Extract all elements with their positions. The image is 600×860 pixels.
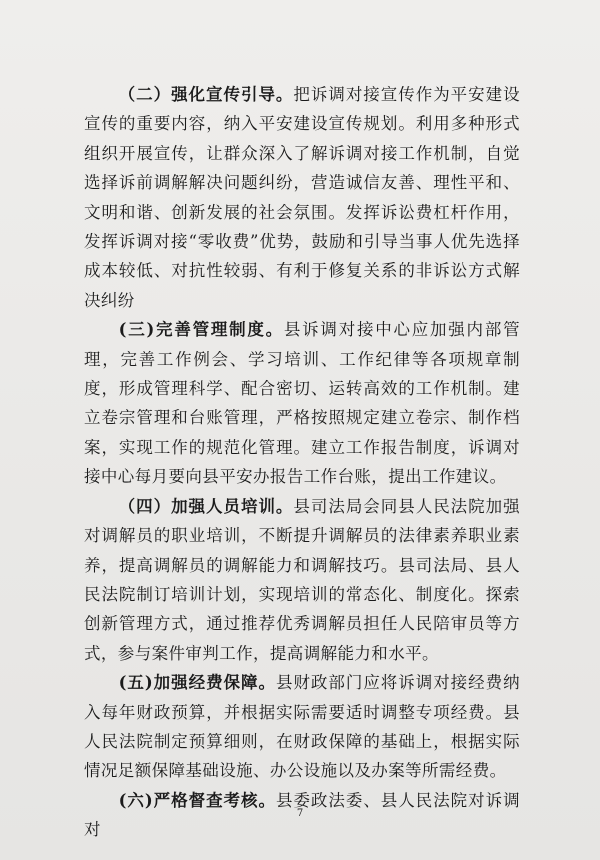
paragraph-funding xyxy=(84,668,520,786)
paragraph-training xyxy=(84,492,520,668)
section-heading: (六)严格督查考核。 xyxy=(118,790,276,810)
document-body xyxy=(84,80,520,845)
section-body: 把诉调对接宣传作为平安建设宣传的重要内容，纳入平安建设宣传规划。利用多种形式组织开展宣传，让群众深入了解诉调对接工作机制，自觉选择诉前调解解决问题纠纷，营造诚信友善、理性平和、文明和谐、创新发展的社会氛围。发挥诉讼费杠杆作用，发挥诉调对接“零收费”优势，鼓励和引导当事人优先选择成本较低、对抗性较弱、有利于修复关系的非诉讼方式解决纠纷 xyxy=(84,85,521,310)
section-body: 县委政法委、县人民法院对诉调对 xyxy=(84,790,520,840)
section-body: 县诉调对接中心应加强内部管理，完善工作例会、学习培训、工作纪律等各项规章制度，形成管理科学、配合密切、运转高效的工作机制。建立卷宗管理和台账管理，严格按照规定建立卷宗、制作档案，实现工作的规范化管理。建立工作报告制度，诉调对接中心每月要向县平安办报告工作台账，提出工作建议。 xyxy=(84,320,520,487)
section-heading: （四）加强人员培训。 xyxy=(118,496,294,516)
page-number: 7 xyxy=(296,808,304,819)
section-heading: (五)加强经费保障。 xyxy=(118,673,276,693)
section-heading: （二）强化宣传引导。 xyxy=(118,85,294,104)
section-body: 县司法局会同县人民法院加强对调解员的职业培训，不断提升调解员的法律素养职业素养，提高调解员的调解能力和调解技巧。县司法局、县人民法院制订培训计划，实现培训的常态化、制度化。探索创新管理方式，通过推荐优秀调解员担任人民陪审员等方式，参与案件审判工作，提高调解能力和水平。 xyxy=(84,496,521,663)
section-heading: (三)完善管理制度。 xyxy=(118,320,284,340)
section-body: 县财政部门应将诉调对接经费纳入每年财政预算，并根据实际需要适时调整专项经费。县人民法院制定预算细则，在财政保障的基础上，根据实际情况足额保障基础设施、办公设施以及办案等所需经费。 xyxy=(84,673,520,781)
paragraph-management xyxy=(84,315,520,491)
paragraph-publicity xyxy=(84,80,520,315)
